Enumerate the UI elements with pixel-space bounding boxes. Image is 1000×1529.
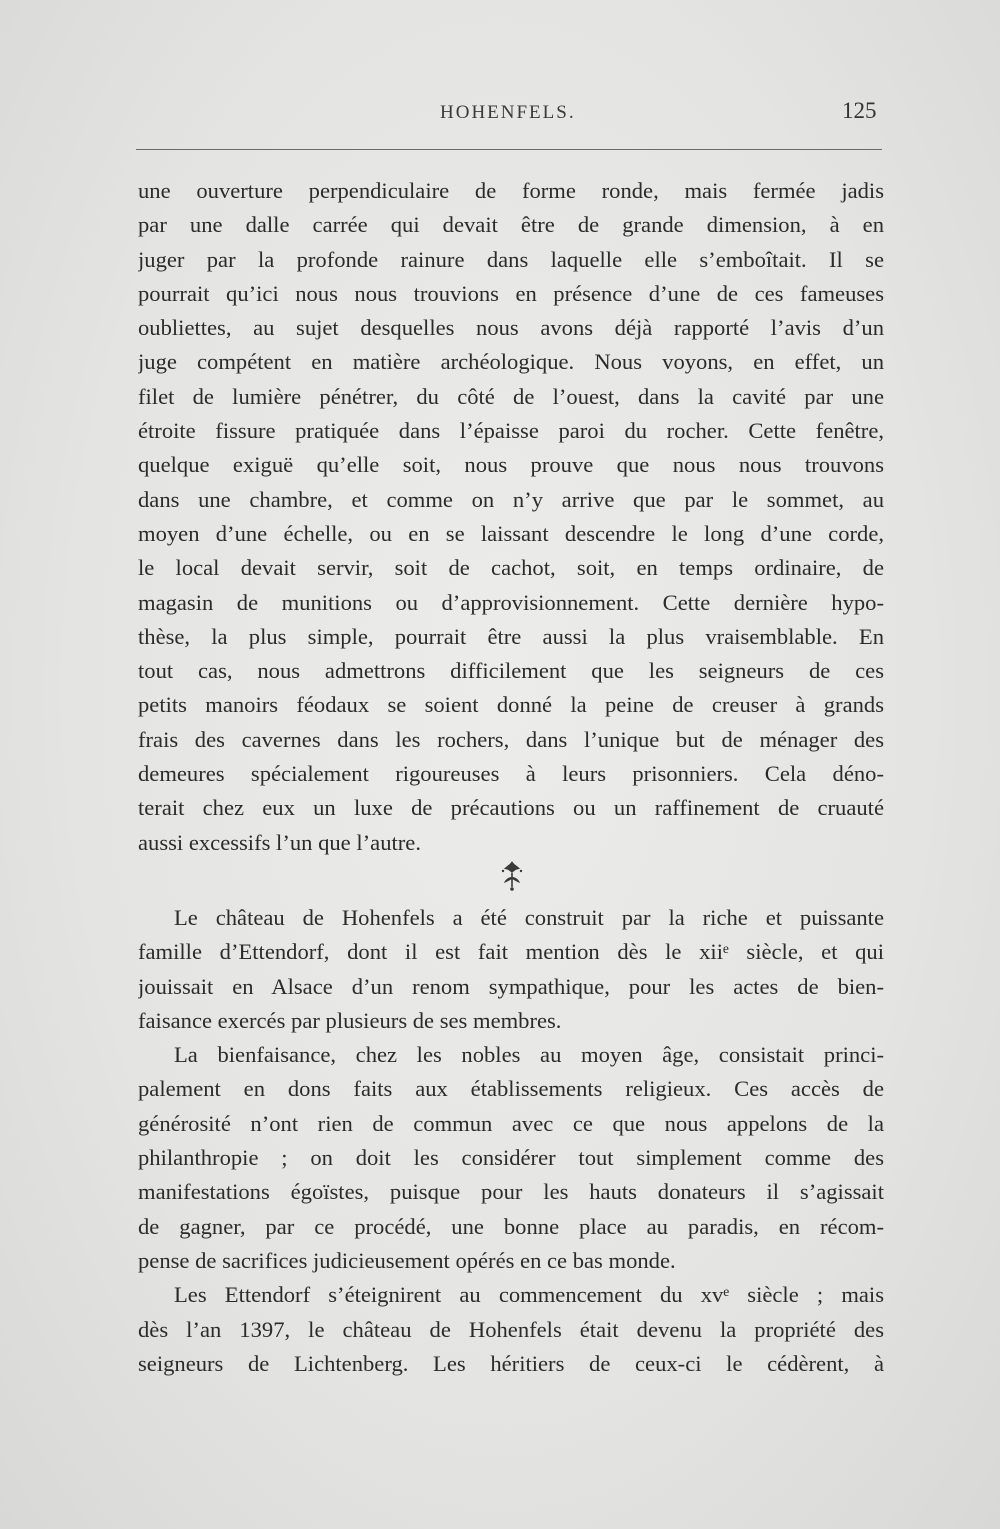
text-line: moyen d’une échelle, ou en se laissant descendre le long d’une corde,	[138, 520, 884, 546]
text-line: tout cas, nous admettrons difficilement que les seigneurs de ces	[138, 658, 884, 684]
text-line: aussi excessifs l’un que l’autre.	[138, 829, 421, 855]
text-line: magasin de munitions ou d’approvisionnement. Cette dernière hypo-	[138, 589, 884, 615]
text-line: philanthropie ; on doit les considérer tout simplement comme des	[138, 1145, 884, 1171]
text-line: oubliettes, au sujet desquelles nous avons déjà rapporté l’avis d’un	[138, 315, 884, 341]
text-line: étroite fissure pratiquée dans l’épaisse paroi du rocher. Cette fenêtre,	[138, 418, 884, 444]
text-line: jouissait en Alsace d’un renom sympathique, pour les actes de bien-	[138, 973, 884, 999]
text-line: Les Ettendorf s’éteignirent au commencement du xvᵉ siècle ; mais	[174, 1282, 884, 1308]
section-text	[138, 901, 884, 1381]
text-line: juge compétent en matière archéologique. Nous voyons, en effet, un	[138, 349, 884, 375]
running-head: HOHENFELS.	[440, 102, 576, 123]
text-line: frais des cavernes dans les rochers, dans l’unique but de ménager des	[138, 726, 884, 752]
text-line: palement en dons faits aux établissements religieux. Ces accès de	[138, 1076, 884, 1102]
text-line: filet de lumière pénétrer, du côté de l’ouest, dans la cavité par une	[138, 383, 884, 409]
text-line: seigneurs de Lichtenberg. Les héritiers de ceux-ci le cédèrent, à	[138, 1350, 884, 1376]
text-line: générosité n’ont rien de commun avec ce que nous appelons de la	[138, 1110, 884, 1136]
text-line: faisance exercés par plusieurs de ses membres.	[138, 1007, 562, 1033]
fleuron-icon	[496, 857, 528, 893]
page-number: 125	[842, 98, 877, 123]
text-line: manifestations égoïstes, puisque pour les hauts donateurs il s’agissait	[138, 1179, 884, 1205]
header-rule	[136, 149, 882, 150]
text-line: pourrait qu’ici nous nous trouvions en présence d’une de ces fameuses	[138, 280, 884, 306]
text-line: de gagner, par ce procédé, une bonne place au paradis, en récom-	[138, 1213, 884, 1239]
text-line: juger par la profonde rainure dans laquelle elle s’emboîtait. Il se	[138, 246, 884, 272]
text-line: terait chez eux un luxe de précautions ou un raffinement de cruauté	[138, 795, 884, 821]
text-line: Le château de Hohenfels a été construit par la riche et puissante	[174, 905, 884, 930]
text-line: petits manoirs féodaux se soient donné la peine de creuser à grands	[138, 692, 884, 718]
text-line: le local devait servir, soit de cachot, soit, en temps ordinaire, de	[138, 555, 884, 581]
text-line: dans une chambre, et comme on n’y arrive que par le sommet, au	[138, 486, 884, 512]
text-line: famille d’Ettendorf, dont il est fait mention dès le xiiᵉ siècle, et qui	[138, 939, 884, 965]
text-line: demeures spécialement rigoureuses à leurs prisonniers. Cela déno-	[138, 761, 884, 787]
text-line: une ouverture perpendiculaire de forme ronde, mais fermée jadis	[138, 178, 884, 203]
text-line: thèse, la plus simple, pourrait être aussi la plus vraisemblable. En	[138, 623, 884, 649]
text-line: dès l’an 1397, le château de Hohenfels était devenu la propriété des	[138, 1316, 884, 1342]
text-line: par une dalle carrée qui devait être de grande dimension, à en	[138, 212, 884, 238]
text-line: quelque exiguë qu’elle soit, nous prouve que nous nous trouvons	[138, 452, 884, 478]
text-line: La bienfaisance, chez les nobles au moyen âge, consistait princi-	[174, 1042, 884, 1068]
paragraph-continued	[138, 174, 884, 860]
text-line: pense de sacrifices judicieusement opérés en ce bas monde.	[138, 1247, 676, 1273]
